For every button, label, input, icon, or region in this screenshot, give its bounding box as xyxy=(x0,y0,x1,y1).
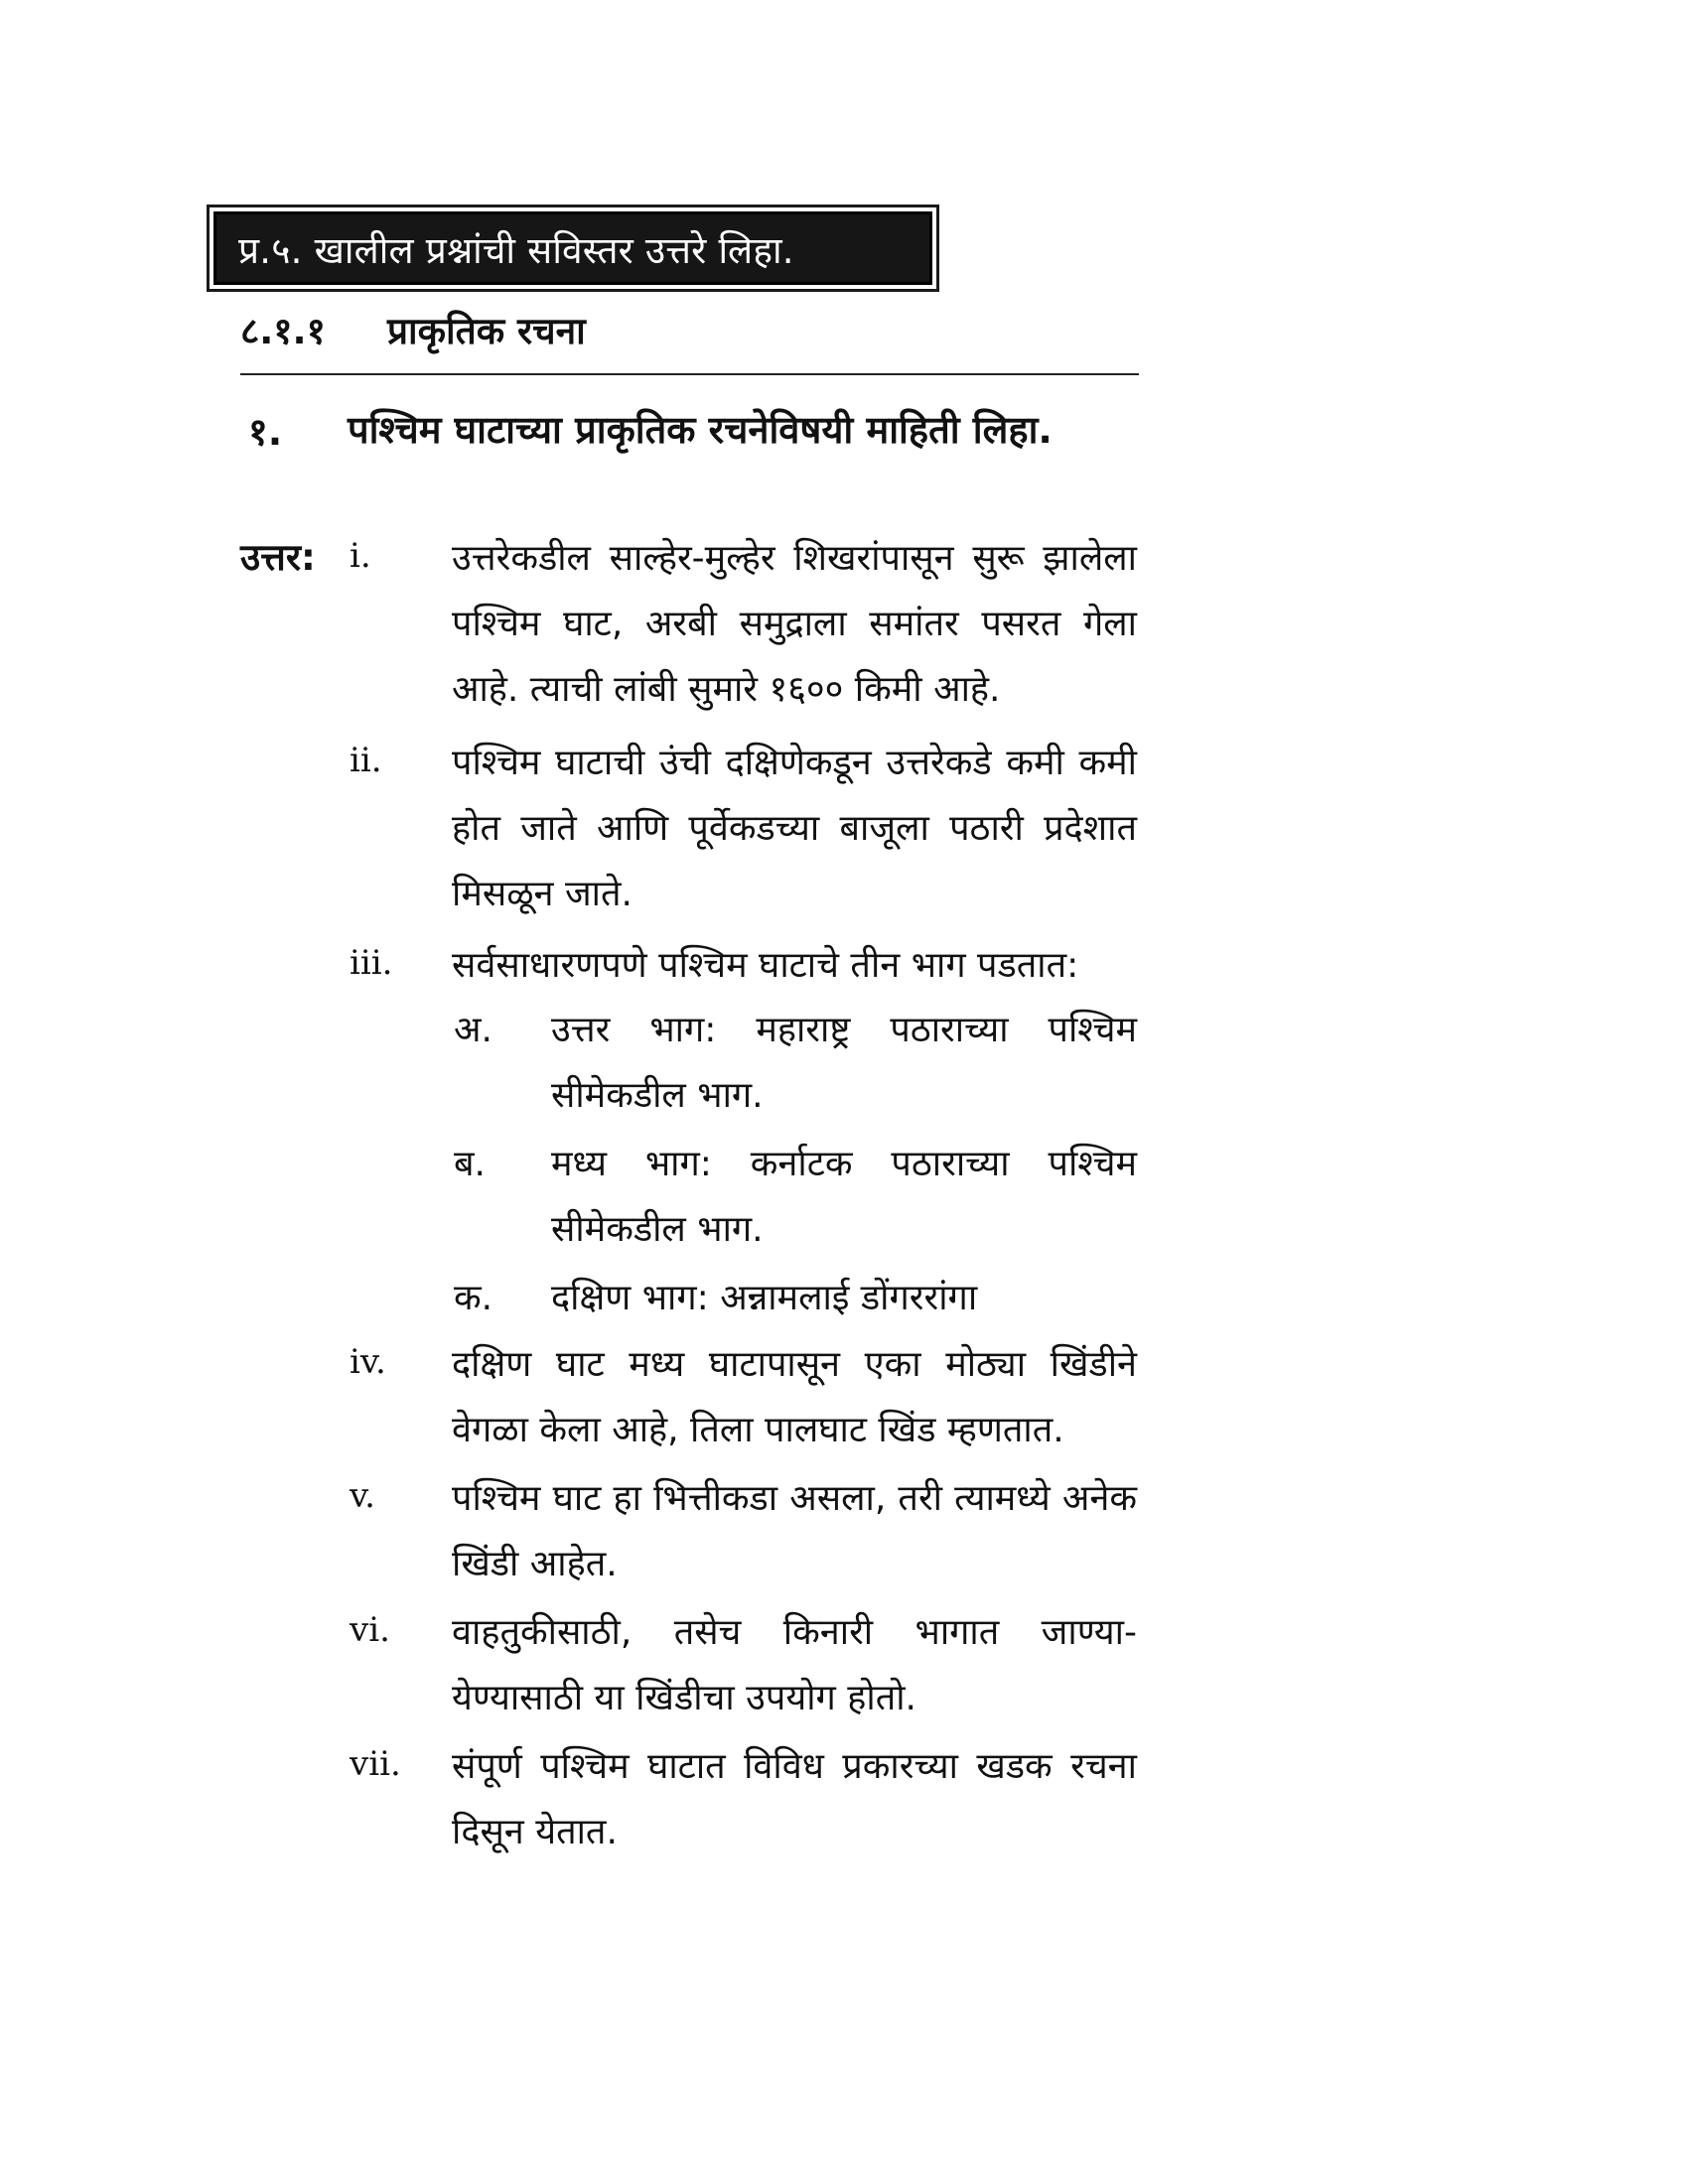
point-marker: vii. xyxy=(350,1744,401,1784)
banner-text: प्र.५. खालील प्रश्नांची सविस्तर उत्तरे लिहा. xyxy=(238,228,794,272)
sub-point-marker: ब. xyxy=(454,1144,486,1184)
sub-point-marker: अ. xyxy=(454,1010,492,1050)
point-marker: i. xyxy=(350,536,371,576)
question-number: १. xyxy=(248,410,283,454)
answer-label: उत्तर: xyxy=(240,536,316,579)
section-heading xyxy=(240,304,1139,375)
point-marker: ii. xyxy=(350,741,382,780)
section-number: ८.१.१ xyxy=(240,310,326,352)
sub-point: मध्य भाग: कर्नाटक पठाराच्या पश्चिम सीमेकडील भाग. xyxy=(551,1144,1137,1250)
answer-point: संपूर्ण पश्चिम घाटात विविध प्रकारच्या खडक रचना दिसून येतात. xyxy=(452,1746,1137,1852)
answer-point: पश्चिम घाटाची उंची दक्षिणेकडून उत्तरेकडे कमी कमी होत जाते आणि पूर्वेकडच्या बाजूला पठारी प्रदेशात मिसळून जाते. xyxy=(452,743,1137,914)
question-banner xyxy=(213,211,932,285)
point-marker: iii. xyxy=(350,943,393,983)
answer-point: वाहतुकीसाठी, तसेच किनारी भागात जाण्या-येण्यासाठी या खिंडीचा उपयोग होतो. xyxy=(452,1612,1137,1718)
answer-point: उत्तरेकडील साल्हेर-मुल्हेर शिखरांपासून सुरू झालेला पश्चिम घाट, अरबी समुद्राला समांतर पसरत गेला आहे. त्याची लांबी सुमारे १६०० किमी आहे. xyxy=(452,538,1137,710)
point-marker: iv. xyxy=(350,1342,386,1382)
point-marker: vi. xyxy=(350,1610,390,1650)
sub-point: दक्षिण भाग: अन्नामलाई डोंगररांगा xyxy=(551,1278,978,1318)
answer-point: सर्वसाधारणपणे पश्चिम घाटाचे तीन भाग पडतात: xyxy=(452,945,1079,986)
point-marker: v. xyxy=(350,1476,375,1516)
answer-point: दक्षिण घाट मध्य घाटापासून एका मोठ्या खिंडीने वेगळा केला आहे, तिला पालघाट खिंड म्हणतात. xyxy=(452,1344,1137,1450)
sub-point-marker: क. xyxy=(454,1278,493,1318)
section-title: प्राकृतिक रचना xyxy=(387,310,586,352)
question-text: पश्चिम घाटाच्या प्राकृतिक रचनेविषयी माहिती लिहा. xyxy=(348,408,1053,452)
sub-point: उत्तर भाग: महाराष्ट्र पठाराच्या पश्चिम सीमेकडील भाग. xyxy=(551,1010,1137,1116)
answer-point: पश्चिम घाट हा भित्तीकडा असला, तरी त्यामध्ये अनेक खिंडी आहेत. xyxy=(452,1478,1137,1584)
